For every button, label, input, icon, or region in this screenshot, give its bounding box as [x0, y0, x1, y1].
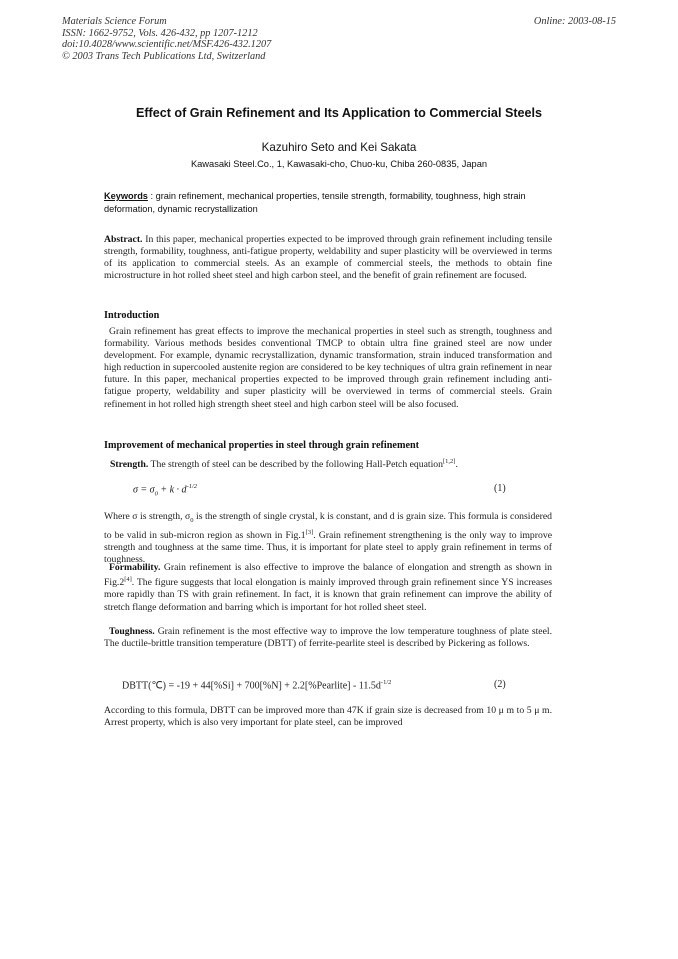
journal-header — [62, 16, 271, 62]
toughness-text: Grain refinement is the most effective way to improve the low temperature toughness of plate steel. The ductile-brittle transition temperature (DBTT) of ferrite-pearlite steel is described by Pickering as follows. — [104, 626, 552, 650]
introduction-heading: Introduction — [104, 310, 160, 321]
affiliation: Kawasaki Steel.Co., 1, Kawasaki-cho, Chuo-ku, Chiba 260-0835, Japan — [190, 159, 488, 169]
where-text-b: is the strength of single crystal, k is constant, and d is grain size. This formula is considered to be valid in sub-micron region as shown in Fig.1 — [104, 511, 552, 542]
abstract-label: Abstract. — [104, 234, 143, 245]
formability-label: Formability. — [109, 562, 161, 573]
journal-name: Materials Science Forum — [62, 16, 167, 27]
formability-paragraph — [104, 562, 552, 614]
strength-label: Strength. — [110, 459, 149, 471]
equation-2-formula — [122, 679, 391, 691]
strength-end: . — [455, 459, 458, 471]
where-sub: 0 — [190, 516, 194, 524]
toughness-label: Toughness. — [109, 626, 155, 637]
equation-1-sup: -1/2 — [186, 483, 198, 490]
toughness-paragraph — [104, 626, 552, 650]
formability-ref: [4] — [124, 576, 132, 584]
where-paragraph — [104, 511, 552, 567]
section-heading: Improvement of mechanical properties in steel through grain refinement — [104, 440, 420, 451]
doi-line: doi:10.4028/www.scientific.net/MSF.426-432.1207 — [62, 39, 272, 50]
issn-line: ISSN: 1662-9752, Vols. 426-432, pp 1207-1212 — [62, 27, 258, 39]
equation-1-rhs: + k · d — [157, 484, 187, 496]
equation-1-sub: 0 — [154, 490, 158, 498]
formability-text-b: . The figure suggests that local elongation is mainly improved through grain refinement since YS increases more rapidly than TS with grain refinement. In fact, it is known that grain refinement can improve the ability of stretch flange deformation and barring which is important for hot rolled sheet steel. — [104, 577, 552, 613]
abstract — [104, 234, 552, 282]
where-ref: [3] — [305, 529, 314, 537]
equation-2-sup: -1/2 — [380, 679, 392, 686]
equation-2-number: (2) — [494, 679, 506, 690]
keywords-text: : grain refinement, mechanical properties, tensile strength, formability, toughness, high strain deformation, dynamic recrystallization — [104, 191, 526, 214]
strength-paragraph — [110, 456, 552, 471]
equation-1-formula — [133, 483, 197, 497]
where-text-c: . Grain refinement strengthening is the only way to improve strength and toughness at the same time. Thus, it is important for plate steel to apply grain refinement in terms of toughness. — [104, 530, 552, 566]
paper-authors: Kazuhiro Seto and Kei Sakata — [261, 141, 417, 154]
strength-ref: [1,2] — [442, 458, 456, 465]
equation-1-number: (1) — [494, 483, 506, 494]
formability-text-a: Grain refinement is also effective to improve the balance of elongation and strength as shown in Fig.2 — [104, 562, 552, 589]
equation-1-lhs: σ = σ — [133, 484, 155, 496]
equation-2-lhs: DBTT(℃) = -19 + 44[%Si] + 700[%N] + 2.2[%Pearlite] - 11.5d — [122, 680, 381, 692]
abstract-text: In this paper, mechanical properties expected to be improved through grain refinement including tensile strength, formability, toughness, anti-fatigue property, weldability and super plasticity will be overviewed in terms of its application to commercial steels. As an example of commercial steels, the methods to obtain fine microstructure in hot rolled sheet steel and high carbon steel, and the benefit of grain refinement are focused. — [104, 234, 552, 282]
strength-text: The strength of steel can be described by the following Hall-Petch equation — [148, 459, 443, 471]
online-date: Online: 2003-08-15 — [533, 16, 616, 27]
paper-title: Effect of Grain Refinement and Its Application to Commercial Steels — [135, 106, 543, 120]
introduction-text: Grain refinement has great effects to improve the mechanical properties in steel such as strength, toughness and formability. Various methods besides conventional TMCP to obtain ultra fine grained steel are now under development. For example, dynamic recrystallization, dynamic transformation, strain induced transformation and high reduction in supercooled austenite region are considered to be key techniques of ultra grain refinement in near future. In this paper, mechanical properties expected to be improved through grain refinement including anti-fatigue property, weldability and super plasticity will be overviewed in terms of commercial steels. Grain refinement in hot rolled high strength sheet steel and high carbon steel will be also focused. — [104, 326, 552, 410]
copyright-line: © 2003 Trans Tech Publications Ltd, Switzerland — [62, 50, 266, 62]
keywords — [104, 190, 569, 216]
final-paragraph: According to this formula, DBTT can be improved more than 47K if grain size is decreased from 10 μ m to 5 μ m. Arrest property, which is also very important for plate steel, can be improved — [104, 705, 552, 729]
keywords-label: Keywords — [104, 191, 148, 201]
where-text-a: Where σ is strength, σ — [104, 511, 191, 522]
